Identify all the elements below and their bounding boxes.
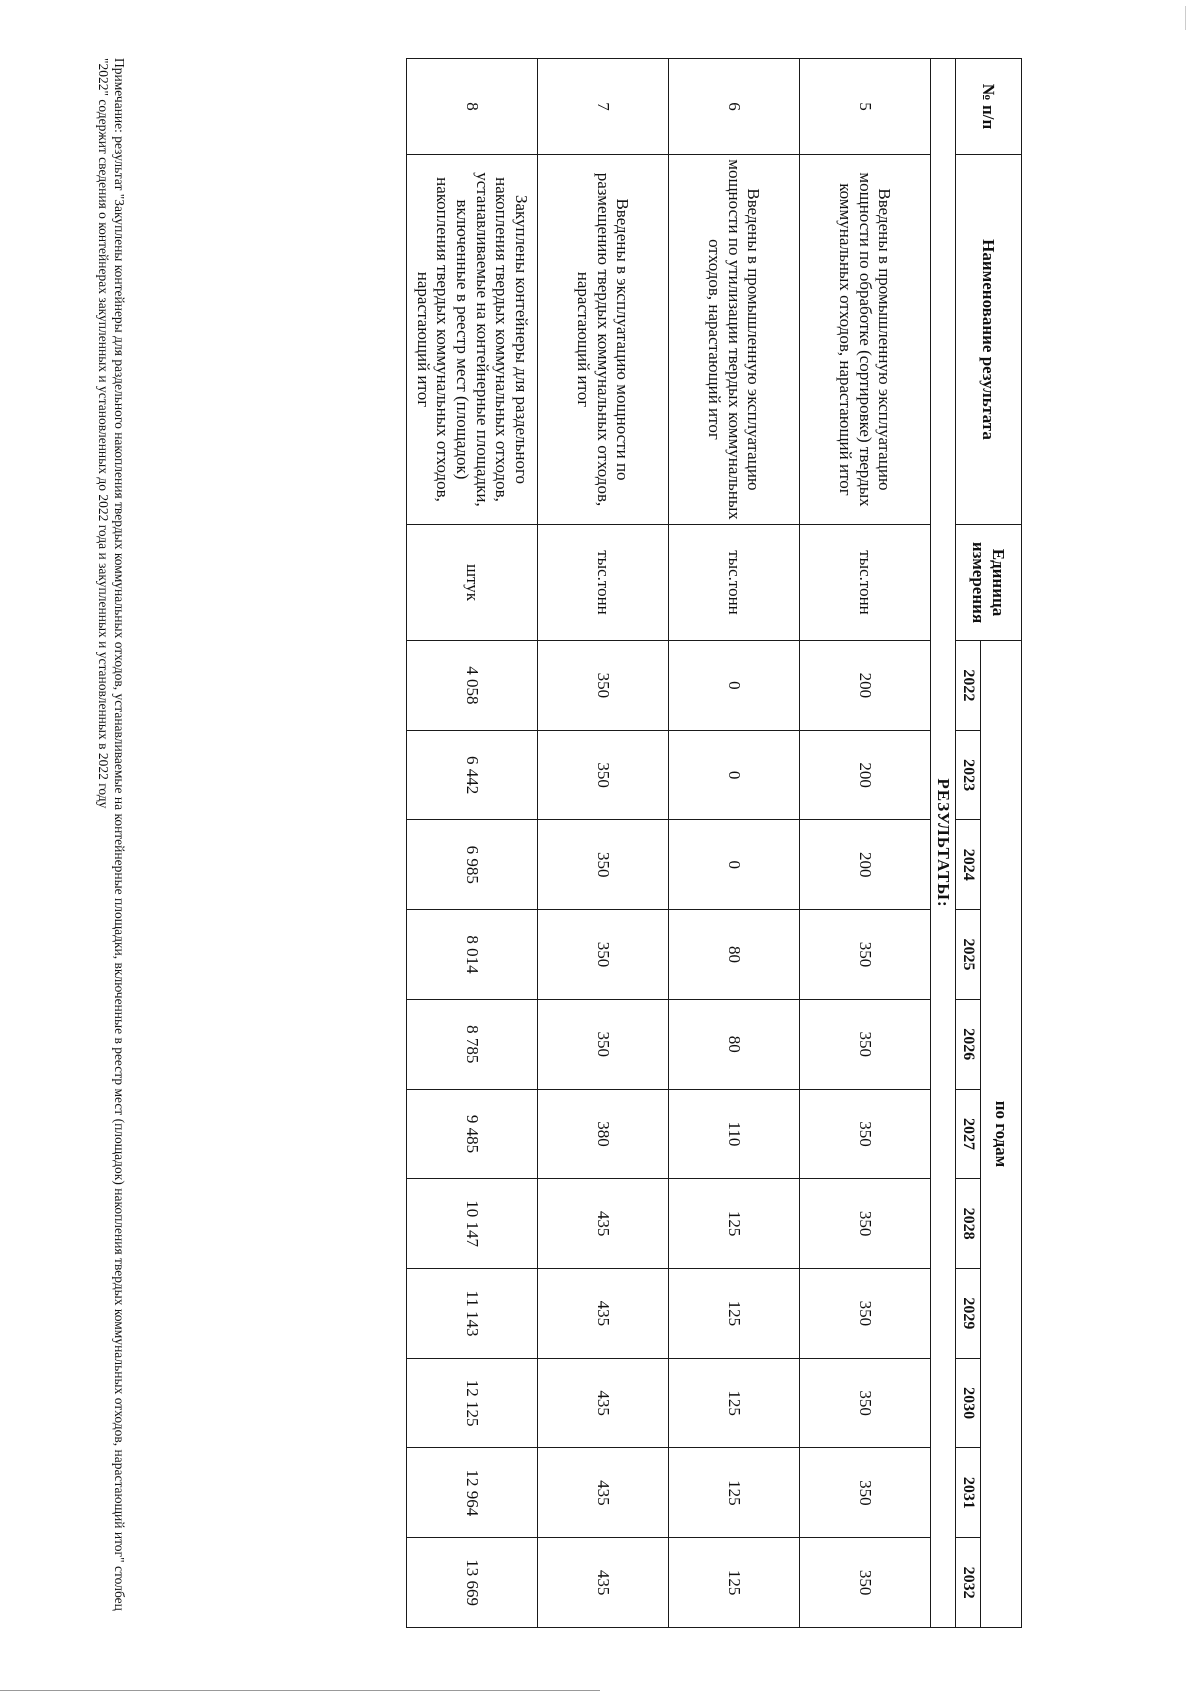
- col-header-years-group: по годам: [981, 641, 1022, 1628]
- row-value: 6 442: [407, 730, 538, 820]
- row-value: 125: [669, 1358, 800, 1448]
- row-value: 435: [538, 1538, 669, 1628]
- table-row: [407, 59, 538, 1628]
- year-header: 2022: [956, 641, 981, 731]
- row-unit: тыс.тонн: [800, 525, 931, 641]
- row-value: 350: [538, 999, 669, 1089]
- row-value: 350: [538, 641, 669, 731]
- year-header: 2024: [956, 820, 981, 910]
- table-header-row: [981, 59, 1022, 1628]
- row-value: 350: [800, 999, 931, 1089]
- row-value: 80: [669, 910, 800, 1000]
- row-value: 125: [669, 1269, 800, 1359]
- year-header: 2030: [956, 1358, 981, 1448]
- row-value: 9 485: [407, 1089, 538, 1179]
- year-header: 2032: [956, 1538, 981, 1628]
- row-value: 10 147: [407, 1179, 538, 1269]
- year-header: 2029: [956, 1269, 981, 1359]
- footnote: Примечание: результат "Закуплены контейнеры для раздельного накопления твердых коммунальных отходов, устанавливаемые на контейнерные площадки, включенные в реестр мест (площадок) накопления твердых коммунальных отходов, нарастающий итог" столбец "2022" содержит сведения о контейнерах закупленных и установленных до 2022 года и закупленных и установленных в 2022 году: [96, 58, 127, 1611]
- row-value: 350: [800, 1448, 931, 1538]
- row-value: 350: [800, 1538, 931, 1628]
- row-name: Введены в промышленную эксплуатацию мощности по обработке (сортировке) твердых коммунальных отходов, нарастающий итог: [800, 155, 931, 525]
- col-header-name: Наименование результата: [956, 155, 1022, 525]
- row-name: Закуплены контейнеры для раздельного накопления твердых коммунальных отходов, устанавливаемые на контейнерные площадки, включенные в реестр мест (площадок) накопления твердых коммунальных отходов, нарастающий итог: [407, 155, 538, 525]
- row-value: 80: [669, 999, 800, 1089]
- row-value: 125: [669, 1538, 800, 1628]
- year-header: 2031: [956, 1448, 981, 1538]
- row-value: 11 143: [407, 1269, 538, 1359]
- row-value: 13 669: [407, 1538, 538, 1628]
- row-number: 6: [669, 59, 800, 155]
- col-header-num: № п/п: [956, 59, 1022, 155]
- rotated-page: [12, 28, 1112, 1668]
- row-value: 125: [669, 1448, 800, 1538]
- year-header: 2025: [956, 910, 981, 1000]
- row-value: 110: [669, 1089, 800, 1179]
- row-value: 0: [669, 641, 800, 731]
- section-row: [931, 59, 956, 1628]
- year-header: 2028: [956, 1179, 981, 1269]
- row-value: 4 058: [407, 641, 538, 731]
- year-header: 2027: [956, 1089, 981, 1179]
- row-value: 350: [800, 910, 931, 1000]
- row-value: 350: [800, 1358, 931, 1448]
- scan-edge-mark: [1185, 6, 1186, 30]
- row-value: 380: [538, 1089, 669, 1179]
- row-name: Введены в эксплуатацию мощности по размещению твердых коммунальных отходов, нарастающий итог: [538, 155, 669, 525]
- row-value: 350: [538, 910, 669, 1000]
- row-value: 8 785: [407, 999, 538, 1089]
- year-header: 2026: [956, 999, 981, 1089]
- row-value: 350: [800, 1269, 931, 1359]
- row-value: 200: [800, 730, 931, 820]
- row-value: 435: [538, 1448, 669, 1538]
- row-unit: штук: [407, 525, 538, 641]
- row-value: 350: [538, 820, 669, 910]
- table-row: [669, 59, 800, 1628]
- row-unit: тыс.тонн: [669, 525, 800, 641]
- row-value: 0: [669, 820, 800, 910]
- bottom-rule: [0, 1690, 600, 1691]
- section-title: РЕЗУЛЬТАТЫ:: [931, 59, 956, 1628]
- row-value: 200: [800, 641, 931, 731]
- row-number: 8: [407, 59, 538, 155]
- row-value: 12 125: [407, 1358, 538, 1448]
- row-value: 435: [538, 1179, 669, 1269]
- row-value: 435: [538, 1269, 669, 1359]
- row-value: 200: [800, 820, 931, 910]
- row-value: 350: [800, 1089, 931, 1179]
- row-value: 350: [538, 730, 669, 820]
- table-row: [800, 59, 931, 1628]
- row-value: 8 014: [407, 910, 538, 1000]
- row-value: 12 964: [407, 1448, 538, 1538]
- row-value: 125: [669, 1179, 800, 1269]
- results-table: [406, 58, 1022, 1628]
- row-unit: тыс.тонн: [538, 525, 669, 641]
- row-number: 7: [538, 59, 669, 155]
- row-value: 435: [538, 1358, 669, 1448]
- row-value: 6 985: [407, 820, 538, 910]
- year-header: 2023: [956, 730, 981, 820]
- row-value: 350: [800, 1179, 931, 1269]
- col-header-unit: Единица измерения: [956, 525, 1022, 641]
- row-name: Введены в промышленную эксплуатацию мощности по утилизации твердых коммунальных отходов, нарастающий итог: [669, 155, 800, 525]
- row-value: 0: [669, 730, 800, 820]
- table-row: [538, 59, 669, 1628]
- row-number: 5: [800, 59, 931, 155]
